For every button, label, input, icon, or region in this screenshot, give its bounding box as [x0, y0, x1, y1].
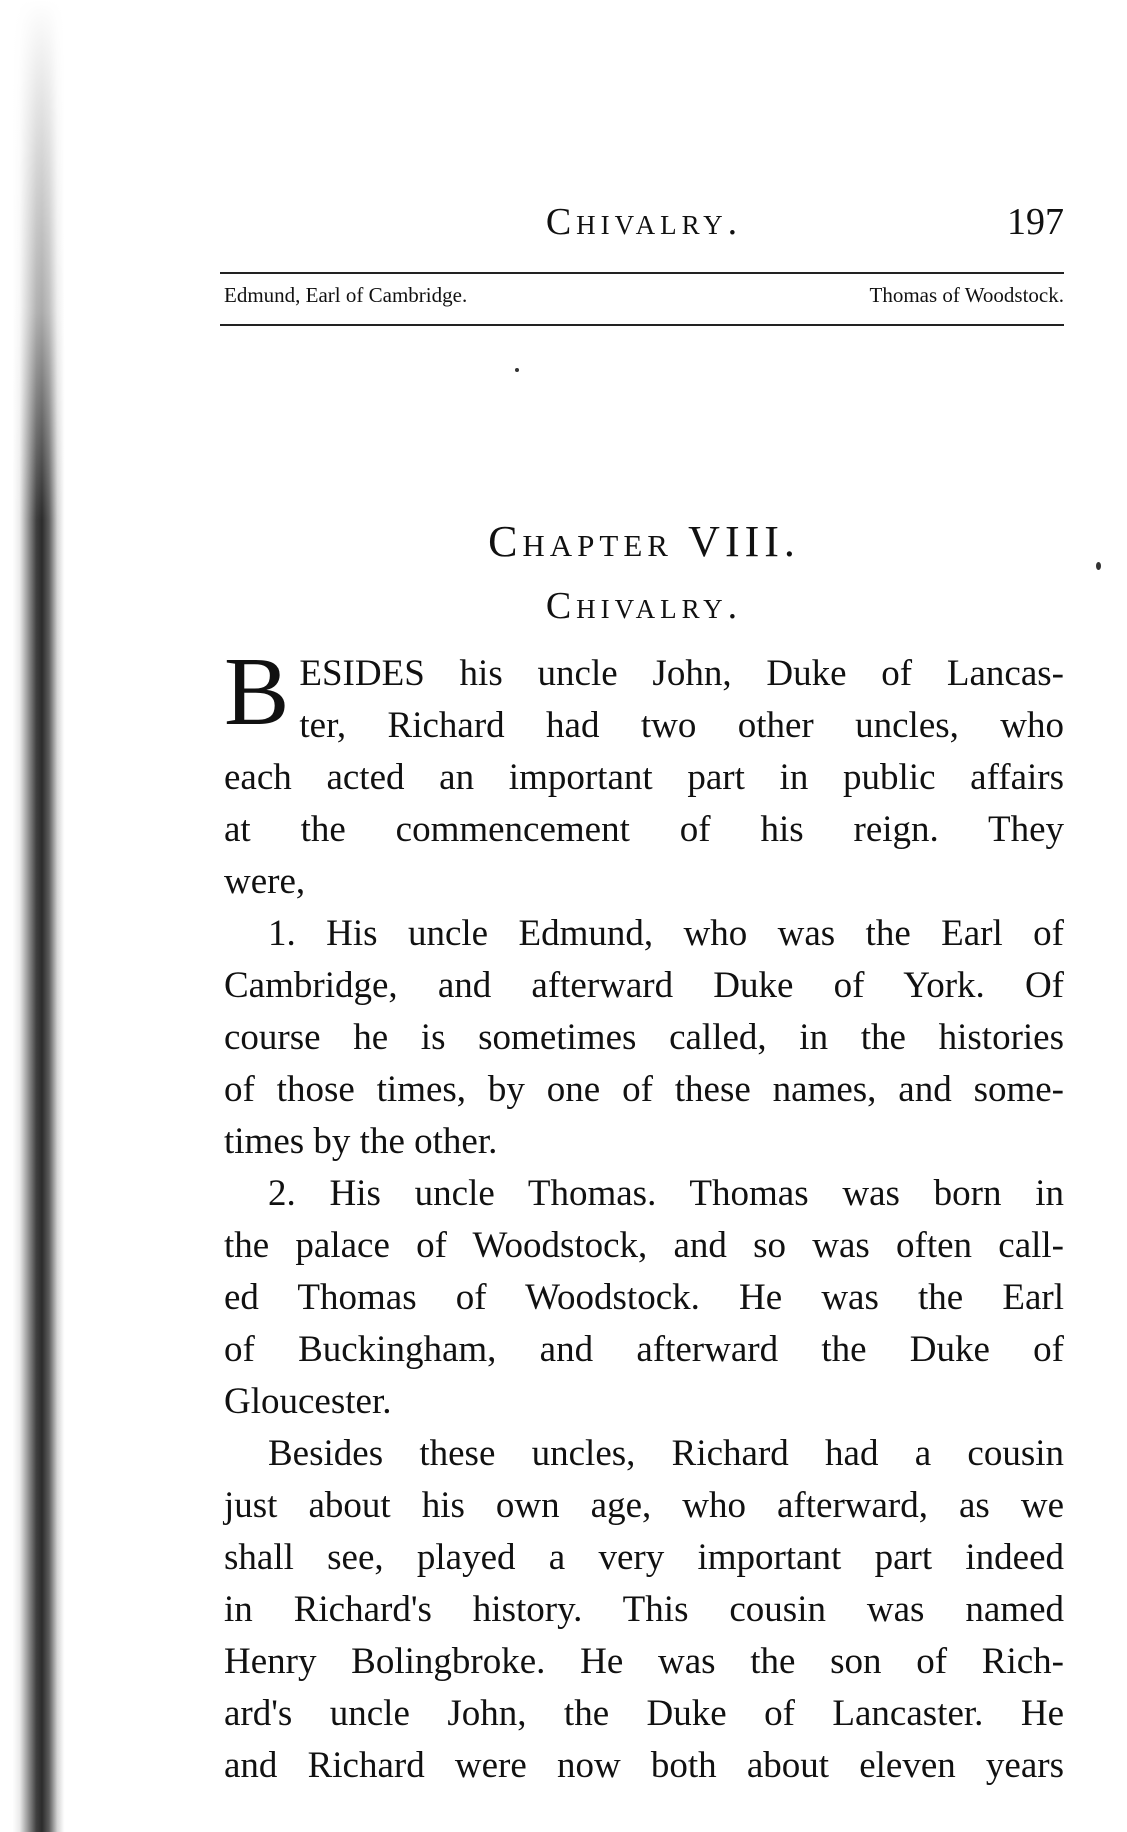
- text-line: just about his own age, who afterward, as we: [224, 1485, 1064, 1526]
- paragraph-4: [224, 1428, 1064, 1792]
- running-title: Chivalry.: [545, 201, 743, 243]
- paragraph-3: [224, 1168, 1064, 1428]
- spine-fade: [0, 0, 70, 520]
- print-speck: [1096, 562, 1101, 570]
- text-line: course he is sometimes called, in the histories: [224, 1017, 1064, 1058]
- text-line: ed Thomas of Woodstock. He was the Earl: [224, 1277, 1064, 1318]
- text-line: of Buckingham, and afterward the Duke of: [224, 1329, 1064, 1370]
- text-line: each acted an important part in public affairs: [224, 757, 1064, 798]
- print-speck: [515, 368, 519, 372]
- subhead-left: Edmund, Earl of Cambridge.: [224, 283, 468, 307]
- text-line: Cambridge, and afterward Duke of York. Of: [224, 965, 1064, 1006]
- text-line: ESIDES his uncle John, Duke of Lancas-: [299, 653, 1064, 694]
- text-line: in Richard's history. This cousin was named: [224, 1589, 1064, 1630]
- header-rule-top: [220, 272, 1064, 274]
- text-line: 2. His uncle Thomas. Thomas was born in: [268, 1173, 1064, 1214]
- subhead-right: Thomas of Woodstock.: [869, 283, 1064, 307]
- paragraph-1: [224, 638, 1064, 908]
- header-rule-bottom: [220, 324, 1064, 326]
- text-line: of those times, by one of these names, and some-: [224, 1069, 1064, 1110]
- text-line: the palace of Woodstock, and so was often call-: [224, 1225, 1064, 1266]
- text-line: ter, Richard had two other uncles, who: [299, 705, 1064, 746]
- text-line: were,: [224, 861, 306, 902]
- text-line: at the commencement of his reign. They: [224, 809, 1064, 850]
- body-text: [224, 638, 1064, 1792]
- chapter-number: Chapter VIII.: [488, 517, 800, 566]
- page-number: 197: [1007, 201, 1064, 243]
- text-line: Gloucester.: [224, 1381, 392, 1422]
- chapter-title: Chivalry.: [545, 585, 743, 627]
- text-line: 1. His uncle Edmund, who was the Earl of: [268, 913, 1064, 954]
- drop-cap: B: [224, 638, 290, 746]
- text-line: times by the other.: [224, 1121, 498, 1162]
- text-line: ard's uncle John, the Duke of Lancaster. He: [224, 1693, 1064, 1734]
- paragraph-2: [224, 908, 1064, 1168]
- text-line: and Richard were now both about eleven years: [224, 1745, 1064, 1786]
- page-header: [224, 200, 1064, 260]
- text-line: Besides these uncles, Richard had a cousin: [268, 1433, 1064, 1474]
- text-line: Henry Bolingbroke. He was the son of Rich-: [224, 1641, 1064, 1682]
- text-line: shall see, played a very important part indeed: [224, 1537, 1064, 1578]
